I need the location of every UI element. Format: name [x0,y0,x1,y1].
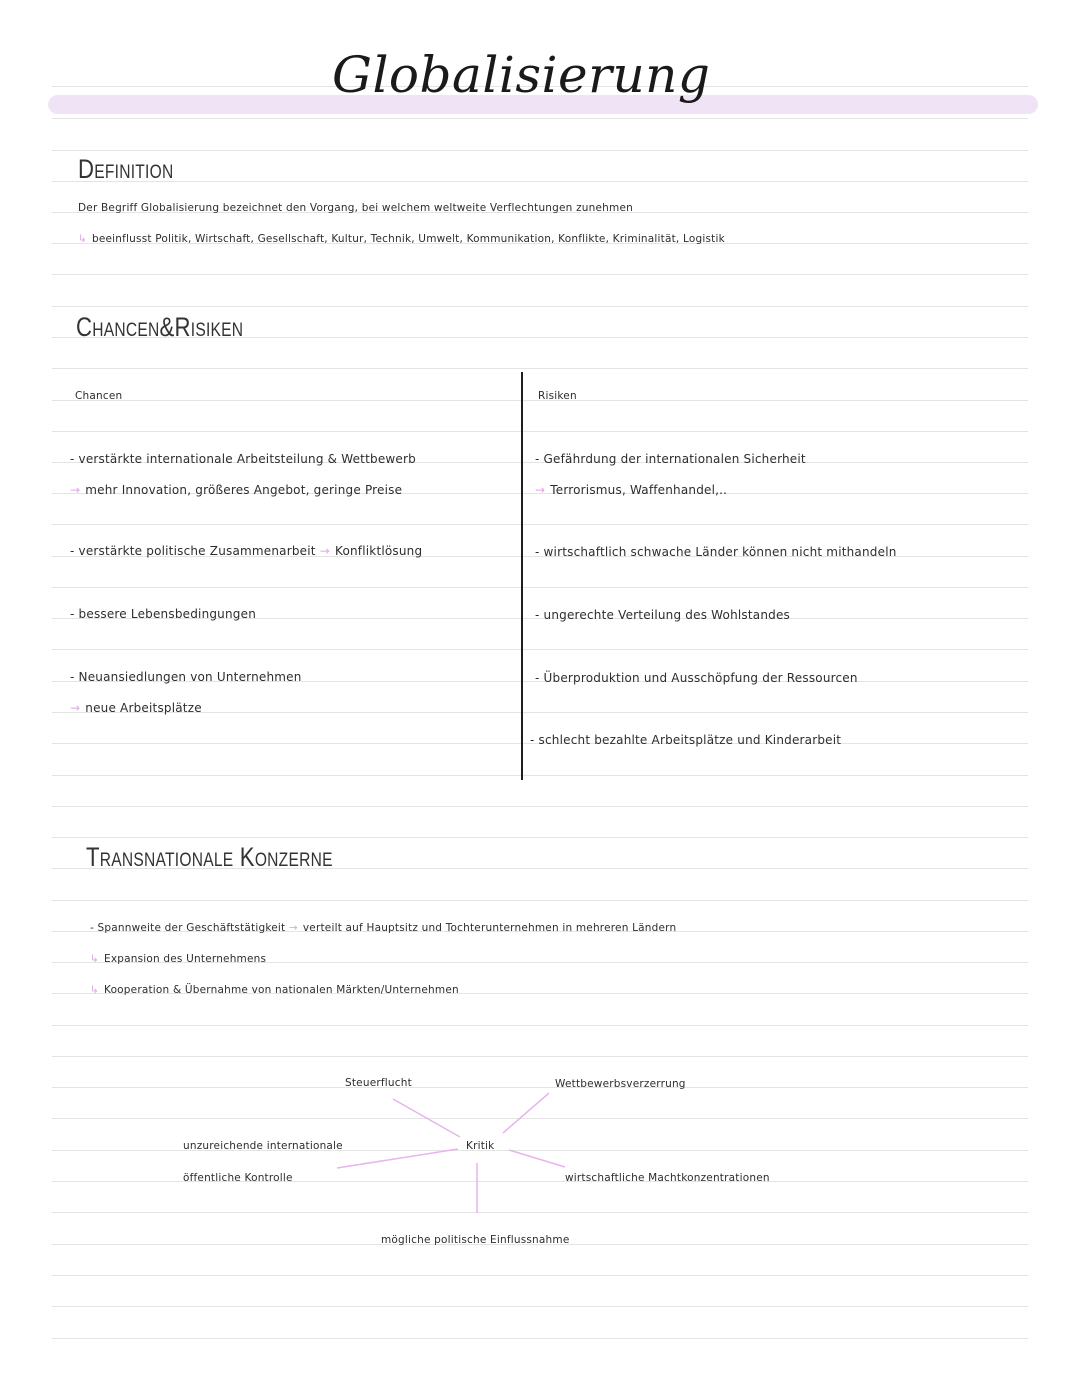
arrow-icon: ↳ [78,233,87,245]
page-title: Globalisierung [332,46,711,104]
connector-macht [509,1150,565,1167]
connector-steuerflucht [393,1099,460,1137]
arrow-icon: → [535,483,546,497]
mindmap-node: mögliche politische Einflussnahme [381,1234,570,1246]
chancen-label: Chancen [75,390,123,402]
chance-item: - verstärkte internationale Arbeitsteilung & Wettbewerb [70,452,416,466]
chance-item-text: - verstärkte politische Zusammenarbeit [70,544,316,558]
definition-influence-text: beeinflusst Politik, Wirtschaft, Gesellschaft, Kultur, Technik, Umwelt, Kommunikation, Konflikte, Kriminalität, Logistik [92,233,725,245]
chance-item: - Neuansiedlungen von Unternehmen [70,670,302,684]
chance-item: - bessere Lebensbedingungen [70,607,257,621]
definition-heading: Definition [78,154,174,184]
risiko-subitem-text: Terrorismus, Waffenhandel,.. [550,483,728,497]
risiken-label: Risiken [538,390,577,402]
arrow-icon: → [319,544,330,558]
konzerne-heading: Transnationale Konzerne [86,842,333,872]
chancen-risiken-heading: Chancen&Risiken [76,312,244,342]
mindmap-node: Wettbewerbsverzerrung [555,1078,686,1090]
chance-subitem-text: mehr Innovation, größeres Angebot, geringe Preise [85,483,403,497]
mindmap-node: öffentliche Kontrolle [183,1172,293,1184]
risiko-item: - ungerechte Verteilung des Wohlstandes [535,608,790,622]
konzerne-subitem-text: Expansion des Unternehmens [104,953,267,965]
risiko-item: - Gefährdung der internationalen Sicherheit [535,452,806,466]
arrow-icon: → [70,483,81,497]
arrow-icon: ↳ [90,953,99,965]
mindmap-node: wirtschaftliche Machtkonzentrationen [565,1172,770,1184]
konzerne-subitem-text: Kooperation & Übernahme von nationalen Märkten/Unternehmen [104,984,459,996]
arrow-icon: ↳ [90,984,99,996]
chance-subitem-text: neue Arbeitsplätze [85,701,202,715]
connector-wettbewerb [503,1093,549,1133]
konzerne-item-text: - Spannweite der Geschäftstätigkeit [90,922,286,934]
arrow-icon: → [288,922,298,934]
risiko-item: - Überproduktion und Ausschöpfung der Ressourcen [535,671,858,685]
risiko-item: - schlecht bezahlte Arbeitsplätze und Kinderarbeit [530,733,842,747]
chance-item-result: Konfliktlösung [334,544,423,558]
konzerne-item-result: verteilt auf Hauptsitz und Tochterunternehmen in mehreren Ländern [302,922,677,934]
mindmap-center: Kritik [466,1140,495,1152]
arrow-icon: → [70,701,81,715]
risiko-item: - wirtschaftlich schwache Länder können nicht mithandeln [535,545,897,559]
definition-text: Der Begriff Globalisierung bezeichnet den Vorgang, bei welchem weltweite Verflechtungen zunehmen [78,202,633,214]
mindmap-node: unzureichende internationale [183,1140,343,1152]
connector-kontrolle [337,1149,458,1168]
mindmap-node: Steuerflucht [345,1077,412,1089]
